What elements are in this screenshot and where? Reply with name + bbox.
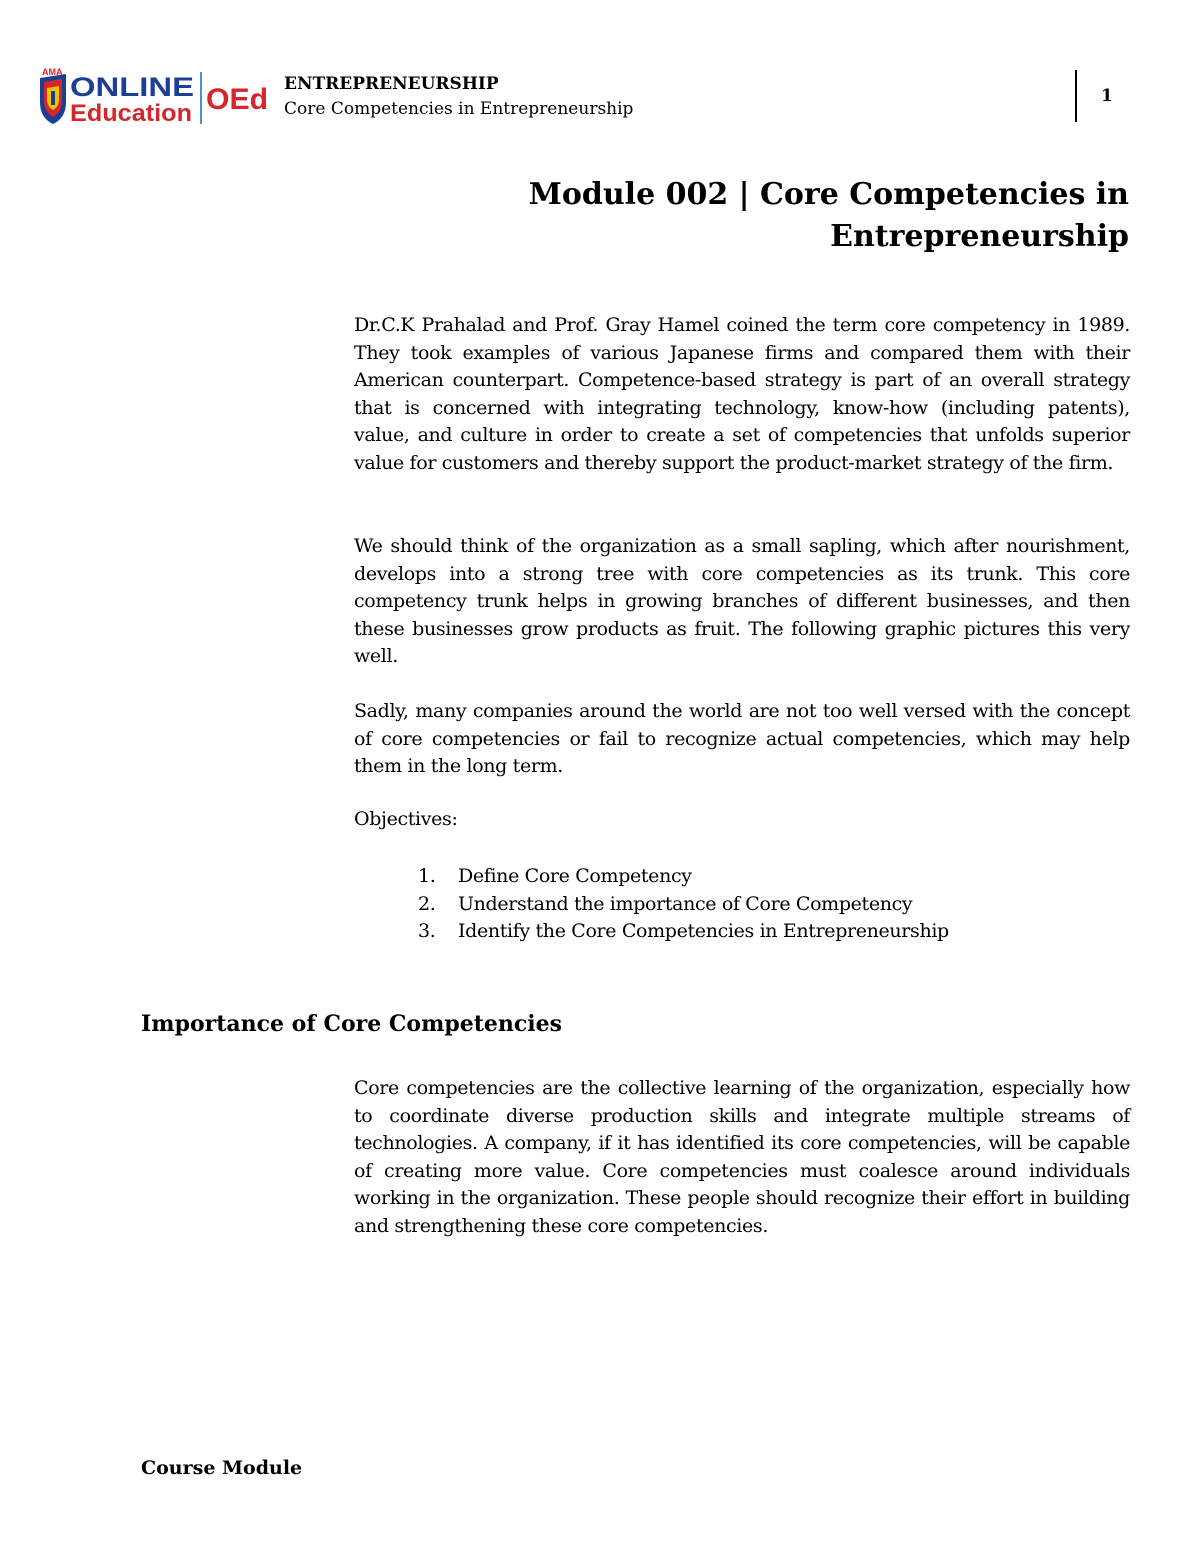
footer-text: Course Module	[141, 1457, 303, 1479]
module-title	[429, 174, 1129, 258]
list-item-number: 2.	[418, 892, 436, 915]
logo-online-text: ONLINE	[70, 72, 194, 102]
header-divider	[1075, 70, 1077, 122]
section-paragraph: Core competencies are the collective learning of the organization, especially how to coordinate diverse production skills and integrate multiple streams of technologies. A company, if it has identified its core competencies, will be capable of creating more value. Core competencies must coalesce around individuals working in the organization. These people should recognize their effort in building and strengthening these core competencies.	[354, 1077, 1130, 1237]
module-title-line-1: Module 002 | Core Competencies in	[528, 177, 1129, 212]
online-education-logo	[36, 66, 272, 128]
list-item	[418, 918, 949, 946]
list-item-text: Understand the importance of Core Competency	[458, 892, 913, 915]
logo-ama-text: AMA	[42, 67, 63, 77]
intro-paragraph-2: We should think of the organization as a small sapling, which after nourishment, develops into a strong tree with core competencies as its trunk. This core competency trunk helps in growing branches of different businesses, and then these businesses grow products as fruit. The following graphic pictures this very well.	[354, 535, 1130, 668]
objectives-list	[418, 863, 949, 946]
course-title: ENTREPRENEURSHIP	[284, 74, 499, 94]
intro-paragraph-1: Dr.C.K Prahalad and Prof. Gray Hamel coined the term core competency in 1989. They took examples of various Japanese firms and compared them with their American counterpart. Competence-based strategy is part of an overall strategy that is concerned with integrating technology, know-how (including patents), value, and culture in order to create a set of competencies that unfolds superior value for customers and thereby support the product-market strategy of the firm.	[354, 314, 1130, 474]
list-item-text: Identify the Core Competencies in Entrepreneurship	[458, 920, 949, 943]
list-item-number: 3.	[418, 920, 436, 943]
logo-oed-text: OEd	[206, 83, 268, 116]
intro-paragraph-3: Sadly, many companies around the world are not too well versed with the concept of core competencies or fail to recognize actual competencies, which may help them in the long term.	[354, 700, 1130, 778]
list-item	[418, 863, 949, 891]
page-number: 1	[1101, 86, 1113, 106]
logo-education-text: Education	[70, 100, 192, 127]
objectives-label: Objectives:	[354, 808, 458, 830]
section-heading: Importance of Core Competencies	[141, 1011, 563, 1037]
logo-divider	[200, 72, 202, 124]
list-item	[418, 891, 949, 919]
list-item-text: Define Core Competency	[458, 865, 692, 887]
module-title-line-2: Entrepreneurship	[830, 219, 1129, 254]
shield-icon	[40, 74, 66, 124]
course-subtitle: Core Competencies in Entrepreneurship	[284, 99, 634, 119]
list-item-number: 1.	[418, 865, 436, 887]
